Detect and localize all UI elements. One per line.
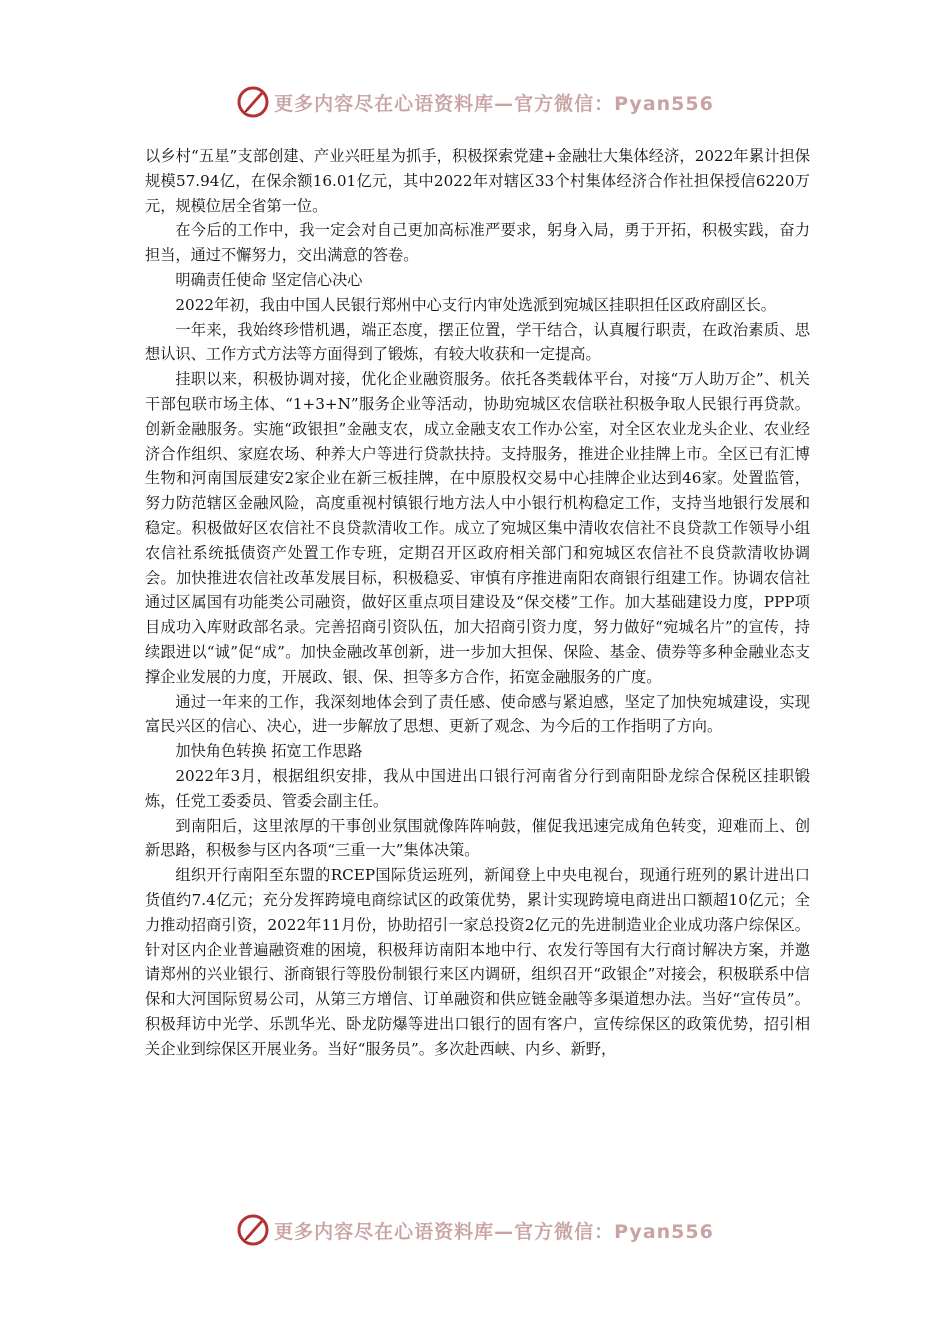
paragraph: 在今后的工作中，我一定会对自己更加高标准严要求，躬身入局，勇于开拓，积极实践，奋力担当，通过不懈努力，交出满意的答卷。: [145, 221, 810, 265]
paragraph: 组织开行南阳至东盟的RCEP国际货运班列，新闻登上中央电视台，现通行班列的累计进出口货值约7.4亿元；充分发挥跨境电商综试区的政策优势，累计实现跨境电商进出口额超10亿元；全力推动招商引资，2022年11月份，协助招引一家总投资2亿元的先进制造业企业成功落户综保区。针对区内企业普遍融资难的困境，积极拜访南阳本地中行、农发行等国有大行商讨解决方案，并邀请郑州的兴业银行、浙商银行等股份制银行来区内调研，组织召开“政银企”对接会，积极联系中信保和大河国际贸易公司，从第三方增信、订单融资和供应链金融等多渠道想办法。当好“宣传员”。积极拜访中光学、乐凯华光、卧龙防爆等进出口银行的固有客户，宣传综保区的政策优势，招引相关企业到综保区开展业务。当好“服务员”。多次赴西峡、内乡、新野，: [145, 866, 810, 1058]
banner-text: 更多内容尽在心语资料库—官方微信：Pyan556: [274, 92, 714, 115]
paragraph: 2022年3月，根据组织安排，我从中国进出口银行河南省分行到南阳卧龙综合保税区挂职锻炼，任党工委委员、管委会副主任。: [145, 766, 810, 810]
paragraph: 2022年初，我由中国人民银行郑州中心支行内审处选派到宛城区挂职担任区政府副区长。: [175, 295, 776, 314]
section-heading: 明确责任使命 坚定信心决心: [175, 270, 363, 289]
paragraph: 通过一年来的工作，我深刻地体会到了责任感、使命感与紧迫感，坚定了加快宛城建设，实现富民兴区的信心、决心，进一步解放了思想、更新了观念、为今后的工作指明了方向。: [145, 692, 810, 736]
section-heading: 加快角色转换 拓宽工作思路: [175, 742, 363, 761]
paragraph: 到南阳后，这里浓厚的干事创业氛围就像阵阵响鼓，催促我迅速完成角色转变，迎难而上、创新思路，积极参与区内各项“三重一大”集体决策。: [145, 816, 810, 860]
paragraph: 一年来，我始终珍惜机遇，端正态度，摆正位置，学干结合，认真履行职责，在政治素质、思想认识、工作方式方法等方面得到了锻炼，有较大收获和一定提高。: [145, 320, 810, 364]
pen-logo-icon: [236, 1213, 270, 1247]
document-body: [145, 144, 810, 1061]
paragraph: 以乡村“五星”支部创建、产业兴旺星为抓手，积极探索党建+金融壮大集体经济，2022年累计担保规模57.94亿，在保余额16.01亿元，其中2022年对辖区33个村集体经济合作社担保授信6220万元，规模位居全省第一位。: [145, 147, 810, 215]
banner-text: 更多内容尽在心语资料库—官方微信：Pyan556: [274, 1220, 714, 1243]
footer-banner: [0, 1210, 950, 1250]
pen-logo-icon: [236, 85, 270, 119]
paragraph: 挂职以来，积极协调对接，优化企业融资服务。依托各类载体平台，对接“万人助万企”、机关干部包联市场主体、“1+3+N”服务企业等活动，协助宛城区农信联社积极争取人民银行再贷款。创新金融服务。实施“政银担”金融支农，成立金融支农工作办公室，对全区农业龙头企业、农业经济合作组织、家庭农场、种养大户等进行贷款扶持。支持服务，推进企业挂牌上市。全区已有汇博生物和河南国辰建安2家企业在新三板挂牌，在中原股权交易中心挂牌企业达到46家。处置监管，努力防范辖区金融风险，高度重视村镇银行地方法人中小银行机构稳定工作，支持当地银行发展和稳定。积极做好区农信社不良贷款清收工作。成立了宛城区集中清收农信社不良贷款工作领导小组农信社系统抵债资产处置工作专班，定期召开区政府相关部门和宛城区农信社不良贷款清收协调会。加快推进农信社改革发展目标，积极稳妥、审慎有序推进南阳农商银行组建工作。协调农信社通过区属国有功能类公司融资，做好区重点项目建设及“保交楼”工作。加大基础建设力度，PPP项目成功入库财政部名录。完善招商引资队伍，加大招商引资力度，努力做好“宛城名片”的宣传，持续跟进以“诚”促“成”。加快金融改革创新，进一步加大担保、保险、基金、债券等多种金融业态支撑企业发展的力度，开展政、银、保、担等多方合作，拓宽金融服务的广度。: [145, 370, 810, 686]
header-banner: [0, 82, 950, 122]
